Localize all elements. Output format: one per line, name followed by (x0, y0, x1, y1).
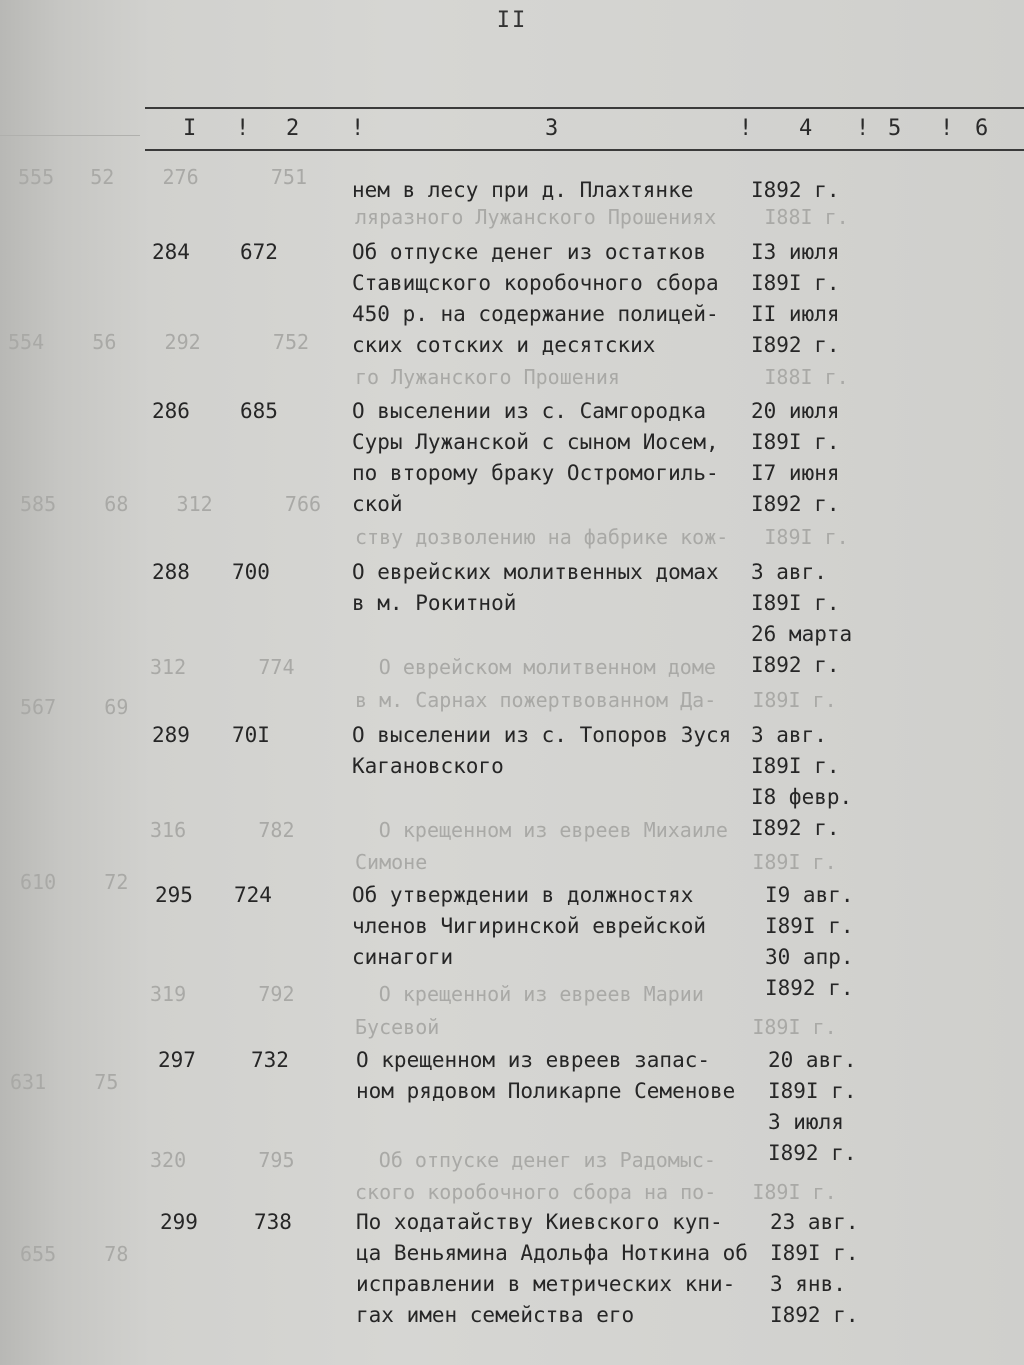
row-number: 289 (152, 723, 190, 747)
file-number: 732 (251, 1048, 289, 1072)
date-line: I8 февр. (751, 785, 853, 809)
header-rule-bottom (145, 149, 1024, 151)
date-line: I892 г. (770, 1303, 859, 1327)
row-dates (751, 557, 852, 681)
row-description (352, 557, 719, 619)
bleed-through-text: 320 795 Об отпуске денег из Радомыс- (150, 1148, 716, 1172)
bleed-through-text: Бусевой I89I г. (355, 1015, 837, 1039)
date-line: 3 июля (768, 1110, 844, 1134)
date-line: I7 июня (751, 461, 840, 485)
column-separator: ! (940, 116, 954, 141)
date-line: I892 г. (751, 653, 840, 677)
file-number: 724 (234, 883, 272, 907)
description-line: Ставищского коробочного сбора (352, 271, 719, 295)
bleed-through-text: 610 72 (20, 870, 129, 894)
column-header-1: I (183, 116, 197, 141)
date-line: I89I г. (770, 1241, 859, 1265)
column-separator: ! (351, 116, 365, 141)
row-number: 288 (152, 560, 190, 584)
file-number: 738 (254, 1210, 292, 1234)
description-line: ских сотских и десятских (352, 333, 656, 357)
date-line: I89I г. (768, 1079, 857, 1103)
date-line: 30 апр. (765, 945, 854, 969)
header-rule-top (145, 107, 1024, 109)
date-line: 3 авг. (751, 723, 827, 747)
row-number: 299 (160, 1210, 198, 1234)
description-line: в м. Рокитной (352, 591, 517, 615)
row-description (356, 1207, 748, 1331)
date-line: I9 авг. (765, 883, 854, 907)
bleed-through-text: 655 78 (20, 1242, 129, 1266)
bleed-through-text: 555 52 276 751 (18, 165, 307, 189)
bleed-through-text: 319 792 О крещенной из евреев Марии (150, 982, 704, 1006)
date-line: 3 авг. (751, 560, 827, 584)
description-line: По ходатайству Киевского куп- (356, 1210, 723, 1234)
column-separator: ! (236, 116, 250, 141)
description-line: Об утверждении в должностях (352, 883, 694, 907)
bleed-through-text: ляразного Лужанского Прошениях I88I г. (355, 205, 849, 229)
row-description (352, 396, 719, 520)
description-line: О выселении из с. Самгородка (352, 399, 707, 423)
file-number: 700 (232, 560, 270, 584)
facing-page-header-edge (0, 95, 140, 136)
bleed-through-text: 316 782 О крещенном из евреев Михаиле (150, 818, 728, 842)
file-number: 685 (240, 399, 278, 423)
row-dates (751, 175, 840, 206)
description-line: по второму браку Остромогиль- (352, 461, 719, 485)
row-description (356, 1045, 735, 1107)
date-line: 20 июля (751, 399, 840, 423)
row-number: 295 (155, 883, 193, 907)
description-line: нем в лесу при д. Плахтянке (352, 178, 694, 202)
description-line: О выселении из с. Топоров Зуся (352, 723, 732, 747)
date-line: I892 г. (751, 333, 840, 357)
bleed-through-text: в м. Сарнах пожертвованном Да- I89I г. (355, 688, 837, 712)
row-number: 297 (158, 1048, 196, 1072)
row-description (352, 237, 719, 361)
column-separator: ! (856, 116, 870, 141)
bleed-through-text: ству дозволению на фабрике кож- I89I г. (355, 525, 849, 549)
bleed-through-text: 631 75 (10, 1070, 119, 1094)
description-line: ном рядовом Поликарпе Семенове (356, 1079, 736, 1103)
description-line: ской (352, 492, 403, 516)
date-line: I89I г. (751, 754, 840, 778)
description-line: О крещенном из евреев запас- (356, 1048, 711, 1072)
row-dates (751, 396, 840, 520)
date-line: 20 авг. (768, 1048, 857, 1072)
date-line: I89I г. (751, 271, 840, 295)
date-line: 23 авг. (770, 1210, 859, 1234)
date-line: I89I г. (751, 591, 840, 615)
file-number: 672 (240, 240, 278, 264)
date-line: I892 г. (768, 1141, 857, 1165)
page-number: II (496, 8, 528, 33)
bleed-through-text: 554 56 292 752 (8, 330, 310, 354)
date-line: 3 янв. (770, 1272, 846, 1296)
description-line: 450 р. на содержание полицей- (352, 302, 719, 326)
description-line: синагоги (352, 945, 454, 969)
row-description (352, 720, 731, 782)
file-number: 70I (232, 723, 270, 747)
row-description (352, 175, 693, 206)
row-number: 286 (152, 399, 190, 423)
date-line: I892 г. (751, 492, 840, 516)
date-line: I892 г. (765, 976, 854, 1000)
description-line: О еврейских молитвенных домах (352, 560, 719, 584)
description-line: Суры Лужанской с сыном Иосем, (352, 430, 719, 454)
date-line: I892 г. (751, 178, 840, 202)
column-header-6: 6 (975, 116, 989, 141)
bleed-through-text: го Лужанского Прошения I88I г. (355, 365, 849, 389)
description-line: Кагановского (352, 754, 504, 778)
description-line: гах имен семейства его (356, 1303, 635, 1327)
bleed-through-text: Симоне I89I г. (355, 850, 837, 874)
date-line: I892 г. (751, 816, 840, 840)
date-line: I3 июля (751, 240, 840, 264)
column-header-3: 3 (545, 116, 559, 141)
row-dates (765, 880, 854, 1004)
description-line: членов Чигиринской еврейской (352, 914, 707, 938)
date-line: I89I г. (765, 914, 854, 938)
description-line: исправлении в метрических кни- (356, 1272, 736, 1296)
date-line: I89I г. (751, 430, 840, 454)
column-header-4: 4 (799, 116, 813, 141)
column-header-5: 5 (888, 116, 902, 141)
date-line: 26 марта (751, 622, 853, 646)
column-header-2: 2 (286, 116, 300, 141)
bleed-through-text: 312 774 О еврейском молитвенном доме (150, 655, 716, 679)
row-description (352, 880, 706, 973)
column-separator: ! (739, 116, 753, 141)
bleed-through-text: 585 68 312 766 (20, 492, 322, 516)
bleed-through-text: ского коробочного сбора на по- I89I г. (355, 1180, 837, 1204)
row-dates (751, 720, 852, 844)
description-line: Об отпуске денег из остатков (352, 240, 707, 264)
row-dates (770, 1207, 859, 1331)
row-number: 284 (152, 240, 190, 264)
row-dates (751, 237, 840, 361)
date-line: II июля (751, 302, 840, 326)
bleed-through-text: 567 69 (20, 695, 129, 719)
description-line: ца Веньямина Адольфа Ноткина об (356, 1241, 748, 1265)
row-dates (768, 1045, 857, 1169)
